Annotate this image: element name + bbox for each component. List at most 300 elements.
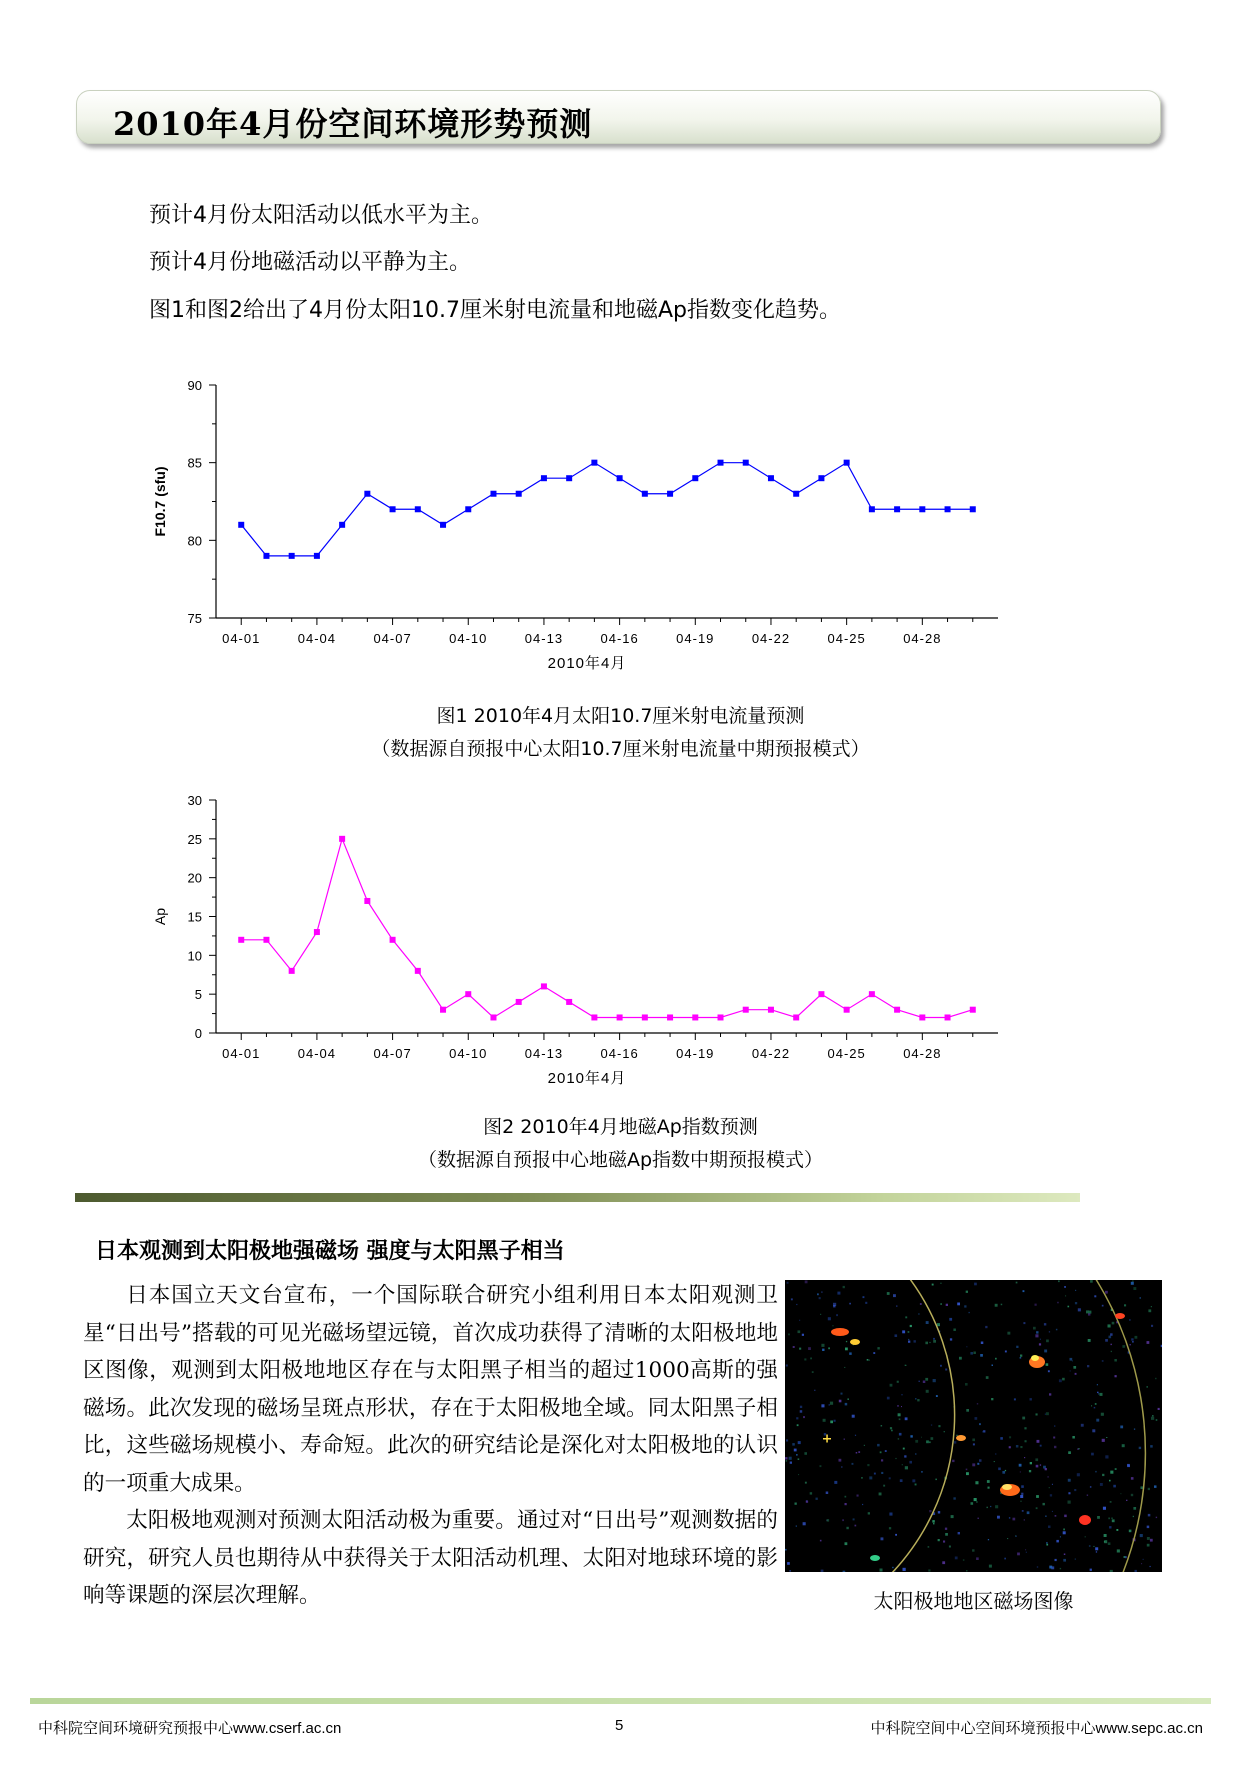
magnetogram-speckle [1100,1483,1103,1486]
magnetogram-speckle [841,1466,842,1467]
magnetogram-speckle [1025,1440,1027,1442]
magnetogram-speckle [1070,1358,1073,1361]
magnetogram-speckle [1009,1436,1011,1438]
magnetogram-speckle [1017,1553,1020,1556]
f107-x-tick-label: 04-13 [524,631,564,646]
magnetogram-speckle [945,1369,947,1371]
magnetogram-speckle [1111,1518,1113,1520]
ap-data-point [364,898,370,904]
magnetogram-speckle [970,1352,973,1355]
magnetogram-speckle [943,1541,945,1543]
magnetogram-speckle [915,1453,916,1454]
magnetogram-speckle [891,1430,893,1432]
magnetogram-speckle [787,1282,789,1284]
magnetogram-speckle [1111,1344,1112,1345]
solar-pole-magnetogram-image [785,1280,1162,1572]
magnetogram-speckle [824,1433,826,1435]
magnetogram-speckle [881,1425,883,1427]
f107-data-point [591,460,597,466]
magnetogram-speckle [926,1321,929,1324]
f107-data-point [919,506,925,512]
magnetogram-speckle [1020,1357,1022,1359]
ap-data-point [516,999,522,1005]
ap-x-tick-label: 04-25 [827,1046,866,1061]
ap-data-point [617,1014,623,1020]
magnetogram-speckle [903,1568,906,1571]
magnetogram-speckle [1126,1500,1127,1501]
magnetogram-speckle [1108,1518,1110,1520]
magnetogram-speckle [973,1352,976,1355]
magnetogram-speckle [1100,1393,1103,1396]
magnetogram-speckle [1148,1309,1151,1312]
magnetogram-speckle [908,1331,910,1333]
magnetogram-speckle [1134,1429,1135,1430]
magnetogram-speckle [1064,1286,1066,1288]
magnetogram-speckle [1030,1462,1032,1464]
magnetogram-speckle [1147,1544,1150,1547]
magnetogram-speckle [1087,1495,1088,1496]
magnetogram-speckle [1073,1366,1076,1369]
f107-data-point [642,491,648,497]
magnetogram-speckle [887,1292,890,1295]
magnetogram-speckle [899,1418,901,1420]
f107-y-tick-label: 75 [187,611,202,626]
magnetogram-speckle [1023,1290,1025,1292]
footer-line [30,1698,1211,1704]
magnetogram-speckle [950,1338,952,1340]
magnetogram-speckle [1122,1444,1125,1447]
magnetogram-speckle [890,1427,892,1429]
magnetogram-speckle [1016,1282,1018,1284]
magnetogram-speckle [796,1304,797,1305]
magnetogram-speckle [908,1339,909,1340]
magnetogram-speckle [1046,1340,1049,1343]
magnetogram-speckle [1117,1549,1120,1552]
ap-x-tick-label: 04-28 [903,1046,942,1061]
magnetogram-speckle [1120,1426,1123,1429]
ap-series-line [241,839,973,1018]
magnetogram-speckle [954,1441,957,1444]
magnetogram-speckle [1058,1280,1060,1282]
magnetogram-speckle [817,1293,819,1295]
magnetogram-speckle [898,1413,901,1416]
ap-x-tick-label: 04-10 [449,1046,488,1061]
f107-x-tick-label: 04-19 [676,631,715,646]
magnetogram-speckle [1087,1365,1089,1367]
magnetogram-speckle [1021,1493,1023,1495]
magnetogram-speckle [879,1493,882,1496]
magnetogram-speckle [1024,1519,1025,1520]
magnetogram-speckle [978,1518,979,1519]
article-title: 日本观测到太阳极地强磁场 强度与太阳黑子相当 [95,1239,565,1264]
magnetogram-speckle [1115,1468,1117,1470]
f107-data-point [818,475,824,481]
magnetogram-speckle [1009,1517,1010,1518]
magnetogram-speckle [1150,1445,1153,1448]
f107-data-point [364,491,370,497]
magnetogram-speckle [786,1460,788,1462]
f107-data-point [617,475,623,481]
magnetogram-speckle [1122,1345,1125,1348]
magnetogram-speckle [899,1433,902,1436]
ap-data-point [793,1014,799,1020]
magnetogram-speckle [998,1468,1001,1471]
magnetogram-speckle [1147,1537,1150,1540]
magnetogram-speckle [834,1420,836,1422]
magnetogram-speckle [1135,1570,1137,1572]
magnetogram-speckle [975,1417,978,1420]
magnetogram-speckle [806,1501,808,1503]
magnetogram-speckle [1063,1529,1065,1531]
magnetogram-speckle [1109,1480,1111,1482]
magnetogram-speckle [963,1559,965,1561]
magnetogram-speckle [1131,1282,1134,1285]
magnetogram-speckle [1097,1516,1100,1519]
magnetogram-speckle [1112,1322,1115,1325]
magnetogram-speckle [1110,1501,1112,1503]
f107-y-axis-label: F10.7 (sfu) [152,466,168,537]
magnetogram-speckle [847,1398,849,1400]
magnetogram-speckle [895,1458,896,1459]
magnetogram-speckle [1103,1507,1106,1510]
magnetogram-speckle [843,1571,846,1572]
magnetogram-speckle [1039,1343,1041,1345]
page-header [76,90,1161,144]
magnetogram-speckle [1102,1474,1104,1476]
f107-x-tick-label: 04-04 [297,631,337,646]
magnetogram-speckle [1105,1339,1108,1342]
magnetogram-speckle [955,1557,958,1560]
magnetogram-speckle [833,1305,835,1307]
magnetogram-speckle [925,1378,928,1381]
magnetogram-speckle [921,1471,923,1473]
magnetogram-speckle [800,1406,802,1408]
f107-x-tick-label: 04-01 [222,631,261,646]
magnetogram-speckle [915,1398,916,1399]
f107-x-axis-label: 2010年4月 [547,655,627,672]
magnetogram-speckle [802,1334,804,1336]
magnetogram-speckle [830,1421,833,1424]
magnetogram-speckle [1021,1501,1022,1502]
magnetogram-speckle [805,1482,807,1484]
magnetogram-speckle [862,1504,863,1505]
magnetogram-speckle [1055,1515,1057,1517]
magnetogram-speckle [1030,1398,1032,1400]
magnetogram-speckle [1005,1470,1006,1471]
magnetogram-speckle [869,1360,870,1361]
magnetogram-speckle [1020,1446,1022,1448]
magnetogram-speckle [988,1539,989,1540]
magnetogram-speckle [864,1445,865,1446]
magnetogram-speckle [1068,1306,1070,1308]
magnetogram-speckle [932,1520,935,1523]
magnetogram-speckle [918,1313,919,1314]
magnetogram-speckle [1135,1336,1138,1339]
image-caption: 太阳极地地区磁场图像 [873,1589,1074,1613]
magnetogram-speckle [828,1317,831,1320]
magnetogram-speckle [1129,1319,1131,1321]
magnetogram-speckle [1140,1534,1143,1537]
magnetogram-speckle [1040,1445,1042,1447]
magnetogram-speckle [1108,1324,1111,1327]
magnetogram-speckle [804,1358,806,1360]
magnetogram-speckle [877,1347,879,1349]
magnetogram-speckle [1046,1544,1048,1546]
magnetogram-speckle [1068,1492,1070,1494]
magnetogram-speckle [869,1476,872,1479]
f107-data-point [541,475,547,481]
footer-left: 中科院空间环境研究预报中心www.cserf.ac.cn [38,1720,342,1737]
magnetogram-speckle [1054,1446,1056,1448]
magnetogram-speckle [1056,1329,1058,1331]
magnetogram-speckle [974,1498,977,1501]
intro-line-geomagnetic: 预计4月份地磁活动以平静为主。 [149,250,471,275]
intro-line-solar: 预计4月份太阳活动以低水平为主。 [149,203,493,228]
magnetogram-speckle [1047,1476,1048,1477]
magnetogram-speckle [839,1400,842,1403]
magnetogram-speckle [928,1569,930,1571]
magnetogram-speckle [1097,1392,1098,1393]
figure2-caption: 图2 2010年4月地磁Ap指数预测 [483,1116,758,1138]
magnetogram-speckle [1052,1484,1053,1485]
magnetogram-speckle [1095,1471,1097,1473]
magnetogram-speckle [1016,1445,1019,1448]
magnetogram-speckle [873,1352,875,1354]
magnetogram-speckle [796,1526,797,1527]
magnetogram-speckle [1043,1503,1045,1505]
magnetogram-speckle [944,1431,945,1432]
f107-data-point [667,491,673,497]
magnetogram-speckle [1019,1464,1022,1467]
magnetogram-speckle [867,1359,869,1361]
magnetogram-speckle [895,1334,898,1337]
magnetogram-speckle [821,1292,822,1293]
magnetogram-speckle [1068,1479,1071,1482]
magnetogram-speckle [1014,1398,1016,1400]
magnetogram-speckle [966,1469,968,1471]
magnetogram-speckle [1021,1485,1024,1488]
magnetogram-speckle [861,1477,863,1479]
magnetogram-speckle [925,1342,928,1345]
magnetogram-speckle [1113,1485,1116,1488]
magnetogram-speckle [1045,1516,1046,1517]
magnetogram-speckle [976,1557,979,1560]
magnetogram-speckle [877,1444,880,1447]
magnetogram-speckle [828,1347,830,1349]
magnetogram-speckle [1046,1542,1047,1543]
magnetogram-speckle [931,1424,932,1425]
magnetogram-speckle [1090,1486,1092,1488]
magnetogram-speckle [959,1357,962,1360]
magnetogram-speckle [1130,1344,1131,1345]
magnetogram-speckle [903,1448,905,1450]
magnetogram-speckle [953,1497,955,1499]
magnetogram-speckle [1020,1471,1021,1472]
magnetogram-speckle [1049,1487,1050,1488]
magnetogram-speckle [905,1466,908,1469]
magnetogram-speckle [905,1316,907,1318]
f107-x-tick-label: 04-10 [449,631,488,646]
magnetogram-speckle [1016,1536,1017,1537]
magnetogram-speckle [1035,1334,1038,1337]
magnetogram-speckle [1063,1559,1066,1562]
magnetogram-speckle [1095,1403,1097,1405]
ap-data-point [415,968,421,974]
magnetogram-speckle [822,1349,824,1351]
magnetogram-speckle [845,1542,848,1545]
magnetogram-speckle [793,1346,795,1348]
magnetogram-speckle [975,1481,978,1484]
magnetogram-speckle [979,1459,982,1462]
magnetogram-speckle [897,1405,899,1407]
footer-page-number: 5 [615,1717,624,1734]
magnetogram-speckle [933,1340,936,1343]
ap-data-point [541,983,547,989]
magnetogram-speckle [889,1527,891,1529]
magnetogram-speckle [933,1523,935,1525]
magnetogram-speckle [977,1463,979,1465]
ap-y-tick-label: 15 [187,909,202,925]
magnetogram-speckle [1090,1280,1093,1283]
f107-x-tick-label: 04-25 [827,631,866,646]
magnetogram-speckle [867,1464,869,1466]
magnetogram-speckle [1060,1536,1061,1537]
magnetogram-speckle [798,1474,799,1475]
magnetogram-speckle [906,1365,907,1366]
magnetogram-speckle [830,1402,833,1405]
magnetogram-speckle [1156,1419,1158,1421]
magnetogram-speckle [914,1340,916,1342]
magnetogram-speckle [1077,1473,1080,1476]
magnetogram-speckle [1102,1439,1105,1442]
magnetogram-speckle [1033,1327,1036,1330]
magnetogram-speckle [1053,1437,1055,1439]
magnetogram-speckle [1024,1427,1026,1429]
magnetogram-speckle [902,1464,903,1465]
magnetogram-speckle [1040,1339,1041,1340]
magnetogram-speckle [852,1463,854,1465]
magnetogram-speckle [1062,1378,1065,1381]
magnetogram-speckle [796,1454,798,1456]
magnetogram-speckle [1131,1338,1133,1340]
magnetogram-speckle [997,1516,1000,1519]
magnetogram-speckle [982,1431,984,1433]
magnetogram-speckle [1131,1494,1133,1496]
magnetogram-speckle [915,1484,917,1486]
magnetogram-speckle [820,1465,822,1467]
ap-y-axis-label: Ap [152,907,168,926]
magnetogram-speckle [893,1294,896,1297]
magnetogram-speckle [1036,1413,1038,1415]
magnetogram-speckle [895,1534,897,1536]
magnetogram-speckle [928,1546,930,1548]
magnetogram-speckle [1091,1405,1092,1406]
magnetogram-speckle [994,1461,995,1462]
ap-data-point [314,929,320,935]
magnetogram-speckle [1052,1511,1053,1512]
magnetogram-speckle [1049,1331,1050,1332]
magnetogram-speckle [799,1320,800,1321]
magnetogram-speckle [917,1399,919,1401]
ap-x-tick-label: 04-04 [297,1046,337,1061]
magnetogram-speckle [1093,1546,1094,1547]
magnetogram-speckle [949,1546,951,1548]
magnetogram-speckle [858,1451,860,1453]
magnetogram-speckle [964,1305,966,1307]
magnetogram-speckle [1132,1341,1134,1343]
magnetogram-speckle [940,1283,941,1284]
figure1-source: （数据源自预报中心太阳10.7厘米射电流量中期预报模式） [371,738,870,760]
magnetogram-speckle [995,1304,998,1307]
magnetogram-speckle [921,1437,922,1438]
magnetogram-speckle [1002,1471,1005,1474]
magnetogram-speckle [972,1463,975,1466]
magnetogram-speckle [803,1522,806,1525]
magnetogram-speckle [936,1395,938,1397]
magnetogram-speckle [1022,1417,1025,1420]
magnetogram-speckle [787,1562,790,1565]
magnetogram-speckle [792,1443,795,1446]
f107-data-point [465,506,471,512]
magnetogram-speckle [1037,1440,1040,1443]
ap-data-point [642,1014,648,1020]
ap-data-point [844,1007,850,1013]
magnetogram-speckle [1147,1526,1150,1529]
magnetogram-speckle [1068,1451,1071,1454]
magnetogram-speckle [1025,1549,1026,1550]
magnetogram-speckle [880,1451,882,1453]
ap-data-point [919,1014,925,1020]
magnetogram-speckle [995,1454,996,1455]
magnetogram-speckle [874,1473,876,1475]
ap-y-tick-label: 25 [187,831,202,847]
magnetogram-speckle [885,1450,887,1452]
magnetogram-speckle [929,1510,931,1512]
magnetogram-speckle [951,1515,954,1518]
magnetogram-speckle [795,1503,797,1505]
magnetogram-speckle [973,1443,975,1445]
magnetogram-speckle [901,1406,902,1407]
f107-data-point [390,506,396,512]
magnetogram-speckle [798,1330,801,1333]
magnetogram-speckle [865,1302,867,1304]
magnetogram-speckle [881,1459,883,1461]
magnetogram-speckle [990,1506,991,1507]
magnetogram-speckle [789,1457,792,1460]
magnetogram-speckle [832,1325,833,1326]
magnetogram-speckle [1098,1393,1099,1394]
magnetogram-speckle [845,1496,847,1498]
magnetogram-speckle [1020,1355,1022,1357]
magnetogram-speckle [1026,1552,1027,1553]
magnetogram-speckle [868,1512,870,1514]
magnetogram-speckle [1125,1556,1127,1558]
ap-x-tick-label: 04-01 [222,1046,261,1061]
magnetogram-speckle [1101,1413,1104,1416]
magnetogram-speckle [926,1390,929,1393]
magnetogram-speckle [826,1492,829,1495]
magnetogram-speckle [935,1479,937,1481]
magnetogram-speckle [1044,1323,1046,1325]
magnetogram-speckle [940,1365,942,1367]
magnetogram-speckle [1059,1379,1062,1382]
magnetogram-speckle [1110,1570,1113,1572]
magnetogram-speckle [1049,1566,1052,1569]
magnetogram-speckle [1088,1339,1091,1342]
magnetogram-speckle [987,1507,988,1508]
magnetogram-speckle [1127,1464,1130,1467]
magnetogram-speckle [1139,1447,1141,1449]
